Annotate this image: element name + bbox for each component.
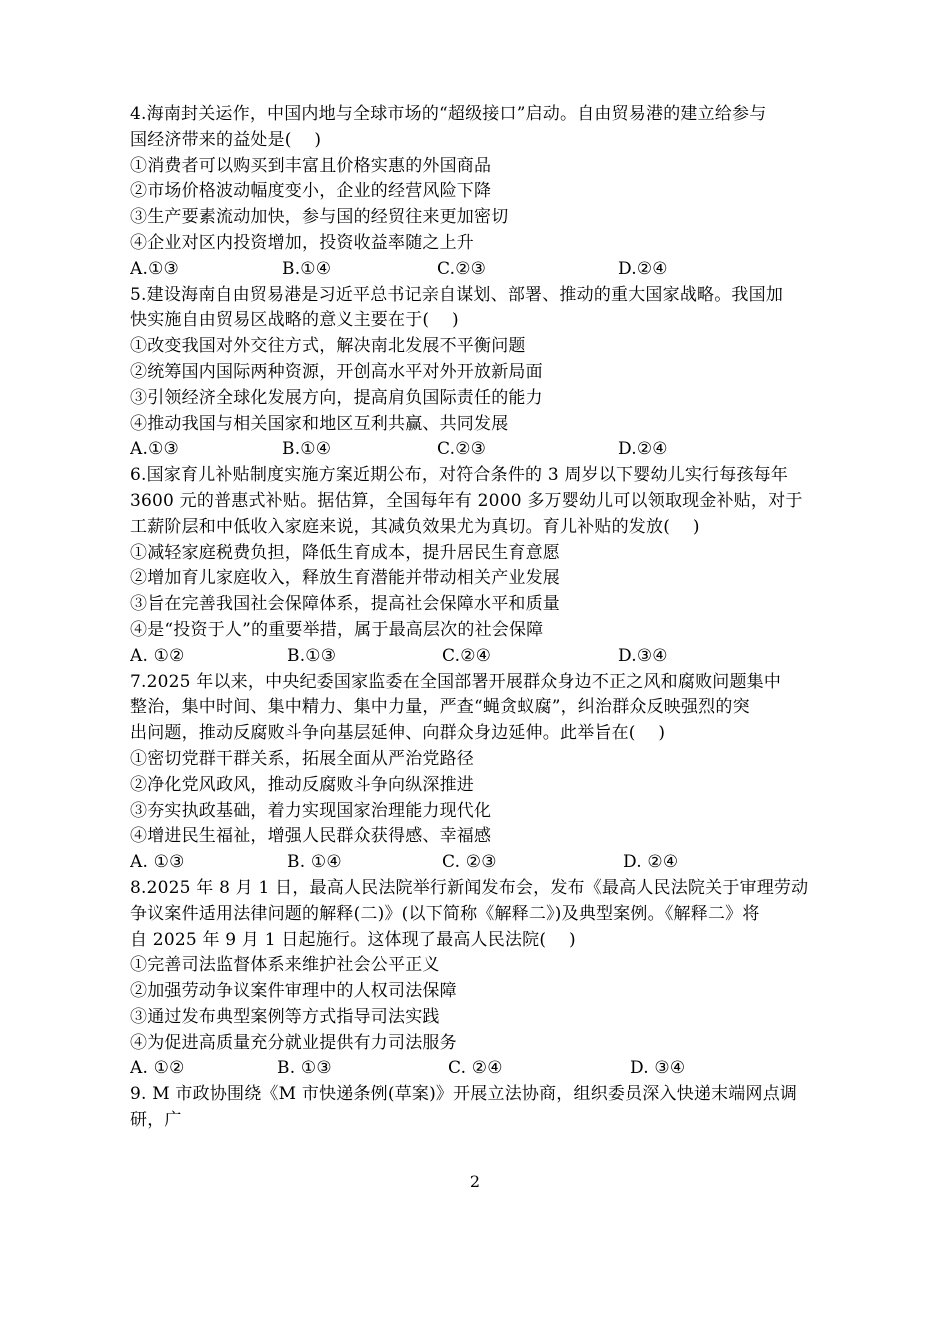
statement: ④为促进高质量充分就业提供有力司法服务 <box>130 1032 457 1053</box>
question-stem-line: 研，广 <box>130 1110 182 1131</box>
page-number: 2 <box>469 1172 481 1191</box>
statement: ②加强劳动争议案件审理中的人权司法保障 <box>130 981 457 1002</box>
question-5 <box>130 283 830 464</box>
statement: ①消费者可以购买到丰富且价格实惠的外国商品 <box>130 155 492 176</box>
question-stem-line: 4.海南封关运作，中国内地与全球市场的“超级接口”启动。自由贸易港的建立给参与 <box>130 104 767 124</box>
statement: ③引领经济全球化发展方向，提高肩负国际责任的能力 <box>130 387 543 408</box>
question-stem-line: 出问题，推动反腐败斗争向基层延伸、向群众身边延伸。此举旨在( ) <box>130 723 666 744</box>
option-d: D.②④ <box>618 439 668 460</box>
option-b: B. ①③ <box>277 1058 332 1079</box>
question-4 <box>130 102 830 283</box>
question-9 <box>130 1082 830 1134</box>
question-stem-line: 争议案件适用法律问题的解释(二)》(以下简称《解释二》)及典型案例。《解释二》将 <box>130 903 760 924</box>
answer-options <box>130 644 830 670</box>
answer-options <box>130 850 830 876</box>
option-d: D. ②④ <box>623 852 679 873</box>
option-b: B.①③ <box>287 645 337 666</box>
option-b: B.①④ <box>282 439 332 460</box>
option-a: A.①③ <box>130 258 179 279</box>
question-stem-line: 自 2025 年 9 月 1 日起施行。这体现了最高人民法院( ) <box>130 929 576 950</box>
question-7 <box>130 670 830 876</box>
statement: ②净化党风政风，推动反腐败斗争向纵深推进 <box>130 774 474 795</box>
question-stem-line: 5.建设海南自由贸易港是习近平总书记亲自谋划、部署、推动的重大国家战略。我国加 <box>130 284 784 305</box>
statement: ④是“投资于人”的重要举措，属于最高层次的社会保障 <box>130 619 544 640</box>
option-c: C.②③ <box>437 439 487 460</box>
statement: ③通过发布典型案例等方式指导司法实践 <box>130 1006 440 1027</box>
option-a: A. ①③ <box>130 852 185 873</box>
question-stem-line: 工薪阶层和中低收入家庭来说，其减负效果尤为真切。育儿补贴的发放( ) <box>130 516 700 537</box>
question-stem-line: 快实施自由贸易区战略的意义主要在于( ) <box>130 310 459 331</box>
option-d: D.③④ <box>618 645 668 666</box>
option-b: B.①④ <box>282 258 332 279</box>
option-c: C. ②③ <box>442 852 497 873</box>
question-list <box>130 102 830 1134</box>
statement: ④推动我国与相关国家和地区互利共赢、共同发展 <box>130 413 509 434</box>
question-stem-line: 8.2025 年 8 月 1 日，最高人民法院举行新闻发布会，发布《最高人民法院关于审理劳动 <box>130 877 809 898</box>
question-stem-line: 3600 元的普惠式补贴。据估算，全国每年有 2000 多万婴幼儿可以领取现金补贴，对于 <box>130 490 803 511</box>
statement: ②增加育儿家庭收入，释放生育潜能并带动相关产业发展 <box>130 568 560 589</box>
statement: ③夯实执政基础，着力实现国家治理能力现代化 <box>130 800 492 821</box>
question-stem-line: 6.国家育儿补贴制度实施方案近期公布，对符合条件的 3 周岁以下婴幼儿实行每孩每年 <box>130 465 789 486</box>
option-d: D.②④ <box>618 258 668 279</box>
option-c: C.②④ <box>442 645 492 666</box>
option-c: C. ②④ <box>448 1058 503 1079</box>
statement: ②统筹国内国际两种资源，开创高水平对外开放新局面 <box>130 361 543 382</box>
option-a: A. ①② <box>130 1058 185 1079</box>
statement: ②市场价格波动幅度变小，企业的经营风险下降 <box>130 181 492 202</box>
statement: ①改变我国对外交往方式，解决南北发展不平衡问题 <box>130 336 526 357</box>
statement: ④企业对区内投资增加，投资收益率随之上升 <box>130 232 474 253</box>
question-8 <box>130 876 830 1082</box>
statement: ③旨在完善我国社会保障体系，提高社会保障水平和质量 <box>130 594 560 615</box>
statement: ①减轻家庭税费负担，降低生育成本，提升居民生育意愿 <box>130 542 560 563</box>
option-d: D. ③④ <box>630 1058 686 1079</box>
statement: ③生产要素流动加快，参与国的经贸往来更加密切 <box>130 207 509 228</box>
answer-options <box>130 437 830 463</box>
answer-options <box>130 257 830 283</box>
statement: ④增进民生福祉，增强人民群众获得感、幸福感 <box>130 826 492 847</box>
question-stem-line: 9. M 市政协围绕《M 市快递条例(草案)》开展立法协商，组织委员深入快递末端网点调 <box>130 1084 798 1105</box>
question-stem-line: 整治，集中时间、集中精力、集中力量，严查“蝇贪蚁腐”，纠治群众反映强烈的突 <box>130 697 750 718</box>
statement: ①完善司法监督体系来维护社会公平正义 <box>130 955 440 976</box>
option-c: C.②③ <box>437 258 487 279</box>
option-a: A.①③ <box>130 439 179 460</box>
question-stem-line: 7.2025 年以来，中央纪委国家监委在全国部署开展群众身边不正之风和腐败问题集中 <box>130 671 782 692</box>
question-stem-line: 国经济带来的益处是( ) <box>130 129 322 150</box>
statement: ①密切党群干群关系，拓展全面从严治党路径 <box>130 748 474 769</box>
question-6 <box>130 463 830 669</box>
answer-options <box>130 1056 830 1082</box>
option-a: A. ①② <box>130 645 185 666</box>
option-b: B. ①④ <box>287 852 342 873</box>
